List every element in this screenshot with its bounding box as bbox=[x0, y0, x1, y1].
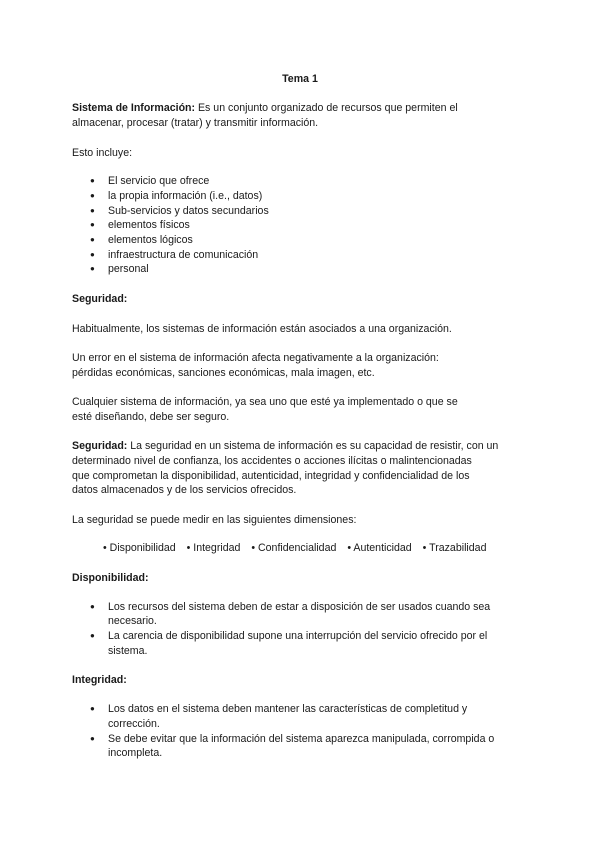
intro-line-1 bbox=[72, 101, 458, 116]
definition-line-2: determinado nivel de confianza, los accidentes o acciones ilícitas o malintencionadas bbox=[72, 455, 472, 467]
integridad-item-1-line-1: Los datos en el sistema deben mantener las características de completitud y bbox=[108, 703, 468, 715]
dimension-bullet-icon: • bbox=[422, 542, 427, 554]
disponibilidad-item-1-line-1: Los recursos del sistema deben de estar a disposición de ser usados cuando sea bbox=[108, 601, 491, 613]
integridad-item-2-line-2: incompleta. bbox=[108, 747, 163, 759]
dimension-item: Disponibilidad bbox=[109, 542, 176, 554]
dimension-item: Confidencialidad bbox=[258, 542, 337, 554]
paragraph-medir: La seguridad se puede medir en las siguientes dimensiones: bbox=[72, 514, 357, 526]
dimension-item: Integridad bbox=[193, 542, 241, 554]
definition-text: La seguridad en un sistema de información es su capacidad de resistir, con un bbox=[127, 440, 499, 452]
bullet-icon: ● bbox=[90, 176, 95, 185]
list-item: El servicio que ofrece bbox=[108, 175, 210, 187]
list-item: la propia información (i.e., datos) bbox=[108, 190, 263, 202]
intro-term: Sistema de Información: bbox=[72, 102, 196, 114]
dimension-item: Trazabilidad bbox=[429, 542, 487, 554]
list-item: infraestructura de comunicación bbox=[108, 249, 259, 261]
disponibilidad-item-1-line-2: necesario. bbox=[108, 615, 157, 627]
bullet-icon: ● bbox=[90, 602, 95, 611]
integridad-heading: Integridad: bbox=[72, 674, 127, 686]
definition-line-3: que comprometan la disponibilidad, autenticidad, integridad y confidencialidad de los bbox=[72, 470, 470, 482]
paragraph-habitual: Habitualmente, los sistemas de información están asociados a una organización. bbox=[72, 323, 452, 335]
bullet-icon: ● bbox=[90, 220, 95, 229]
bullet-icon: ● bbox=[90, 191, 95, 200]
dimension-item: Autenticidad bbox=[353, 542, 412, 554]
bullet-icon: ● bbox=[90, 734, 95, 743]
disponibilidad-heading: Disponibilidad: bbox=[72, 572, 149, 584]
bullet-icon: ● bbox=[90, 235, 95, 244]
definition-term: Seguridad: bbox=[72, 440, 128, 452]
bullet-icon: ● bbox=[90, 264, 95, 273]
paragraph-cualquier-line-1: Cualquier sistema de información, ya sea uno que esté ya implementado o que se bbox=[72, 396, 458, 408]
list-item: Sub-servicios y datos secundarios bbox=[108, 205, 269, 217]
bullet-icon: ● bbox=[90, 206, 95, 215]
page-title: Tema 1 bbox=[282, 73, 318, 85]
disponibilidad-item-2-line-1: La carencia de disponibilidad supone una interrupción del servicio ofrecido por el bbox=[108, 630, 488, 642]
integridad-item-1-line-2: corrección. bbox=[108, 718, 160, 730]
bullet-icon: ● bbox=[90, 250, 95, 259]
definition-line-4: datos almacenados y de los servicios ofrecidos. bbox=[72, 484, 297, 496]
includes-label: Esto incluye: bbox=[72, 147, 133, 159]
integridad-item-2-line-1: Se debe evitar que la información del sistema aparezca manipulada, corrompida o bbox=[108, 733, 495, 745]
intro-line-2: almacenar, procesar (tratar) y transmitir información. bbox=[72, 117, 319, 129]
dimensions-row bbox=[103, 541, 486, 556]
paragraph-error-line-1: Un error en el sistema de información afecta negativamente a la organización: bbox=[72, 352, 439, 364]
list-item: elementos físicos bbox=[108, 219, 190, 231]
dimension-bullet-icon: • bbox=[103, 542, 107, 554]
intro-text: Es un conjunto organizado de recursos que permiten el bbox=[195, 102, 458, 114]
dimension-bullet-icon: • bbox=[186, 542, 191, 554]
bullet-icon: ● bbox=[90, 704, 95, 713]
list-item: personal bbox=[108, 263, 149, 275]
paragraph-cualquier-line-2: esté diseñando, debe ser seguro. bbox=[72, 411, 230, 423]
seguridad-heading: Seguridad: bbox=[72, 293, 128, 305]
paragraph-error-line-2: pérdidas económicas, sanciones económicas, mala imagen, etc. bbox=[72, 367, 375, 379]
disponibilidad-item-2-line-2: sistema. bbox=[108, 645, 148, 657]
dimension-bullet-icon: • bbox=[347, 542, 352, 554]
definition-line-1 bbox=[72, 439, 498, 454]
list-item: elementos lógicos bbox=[108, 234, 193, 246]
bullet-icon: ● bbox=[90, 631, 95, 640]
dimension-bullet-icon: • bbox=[251, 542, 256, 554]
